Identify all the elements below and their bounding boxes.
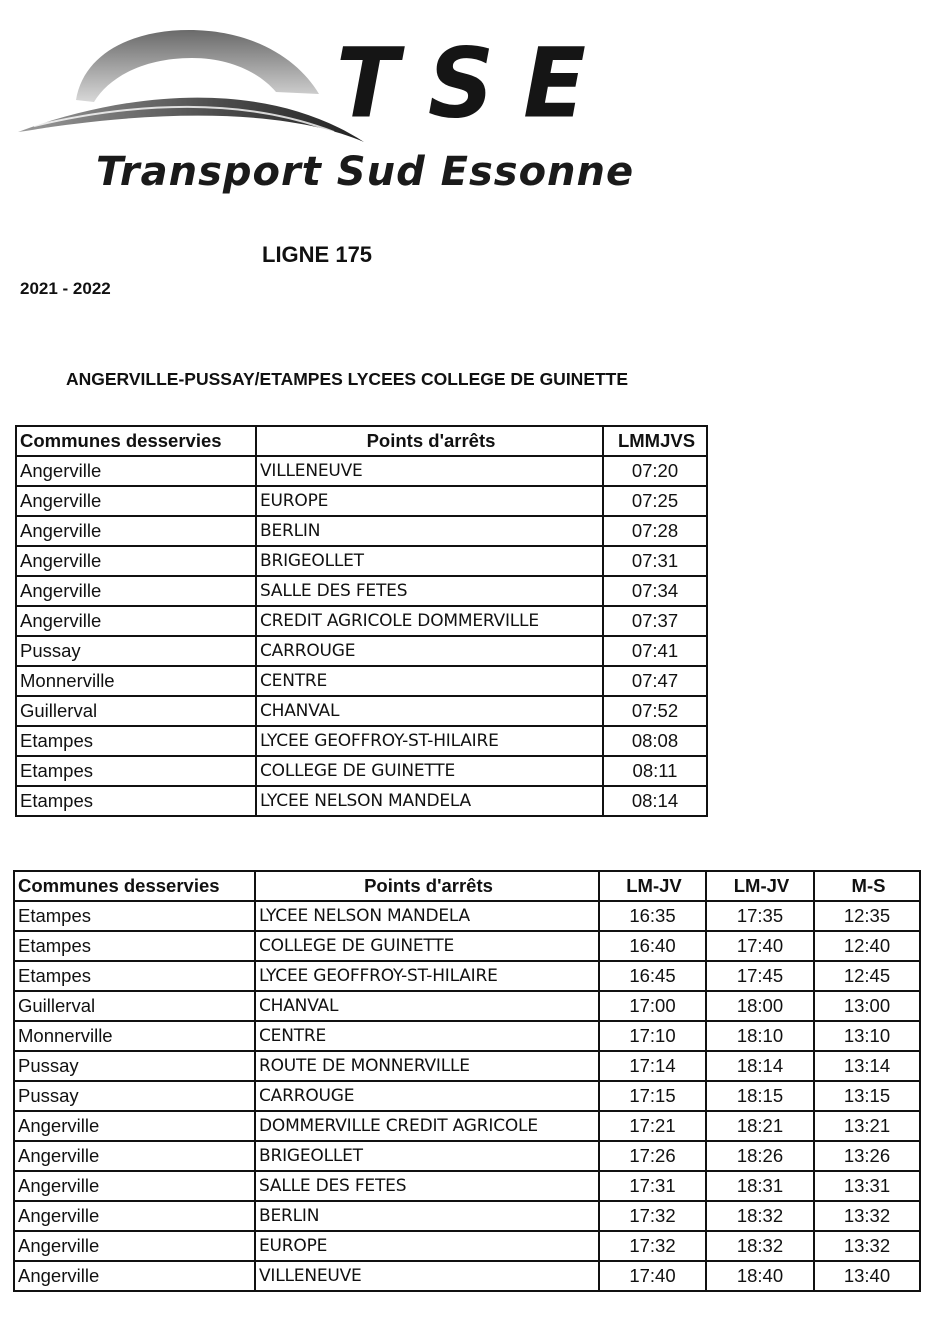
table-row [16,516,707,546]
time-cell: 07:25 [603,486,707,516]
stop-cell: DOMMERVILLE CREDIT AGRICOLE [255,1111,599,1141]
line-title: LIGNE 175 [262,242,373,267]
time-cell: 13:10 [814,1021,920,1051]
commune-cell: Pussay [14,1051,255,1081]
time-cell: 16:40 [599,931,706,961]
table-row [14,1261,920,1291]
stop-cell: LYCEE NELSON MANDELA [256,786,603,816]
table-row [14,1081,920,1111]
commune-cell: Angerville [16,516,256,546]
time-cell: 17:40 [599,1261,706,1291]
column-header: Communes desservies [14,871,255,901]
commune-cell: Monnerville [14,1021,255,1051]
stop-cell: ROUTE DE MONNERVILLE [255,1051,599,1081]
logo-letter-e: E [523,27,586,140]
table-row [16,756,707,786]
stop-cell: SALLE DES FETES [255,1171,599,1201]
stop-cell: CENTRE [256,666,603,696]
commune-cell: Guillerval [16,696,256,726]
stop-cell: EUROPE [256,486,603,516]
stop-cell: CHANVAL [255,991,599,1021]
commune-cell: Angerville [16,606,256,636]
table-row [14,1171,920,1201]
commune-cell: Angerville [16,546,256,576]
time-cell: 13:31 [814,1171,920,1201]
table-row [16,576,707,606]
time-cell: 17:14 [599,1051,706,1081]
commune-cell: Angerville [14,1261,255,1291]
table-row [14,991,920,1021]
stop-cell: CREDIT AGRICOLE DOMMERVILLE [256,606,603,636]
table-row [16,636,707,666]
time-cell: 13:32 [814,1201,920,1231]
time-cell: 18:10 [706,1021,814,1051]
time-cell: 18:26 [706,1141,814,1171]
stop-cell: CARROUGE [255,1081,599,1111]
time-cell: 13:26 [814,1141,920,1171]
table-row [14,1231,920,1261]
time-cell: 17:00 [599,991,706,1021]
column-header: Communes desservies [16,426,256,456]
tse-logo [14,22,635,197]
school-year: 2021 - 2022 [20,279,111,298]
time-cell: 08:08 [603,726,707,756]
commune-cell: Angerville [14,1141,255,1171]
table-row [16,456,707,486]
table-row [16,486,707,516]
logo-letter-s: S [427,27,495,140]
time-cell: 07:31 [603,546,707,576]
commune-cell: Etampes [16,756,256,786]
time-cell: 17:45 [706,961,814,991]
time-cell: 16:45 [599,961,706,991]
table-row [14,931,920,961]
time-cell: 08:14 [603,786,707,816]
stop-cell: LYCEE GEOFFROY-ST-HILAIRE [255,961,599,991]
stop-cell: CARROUGE [256,636,603,666]
time-cell: 08:11 [603,756,707,786]
stop-cell: BRIGEOLLET [256,546,603,576]
table-row [16,546,707,576]
column-header: Points d'arrêts [256,426,603,456]
stop-cell: VILLENEUVE [256,456,603,486]
stop-cell: COLLEGE DE GUINETTE [255,931,599,961]
table-row [16,696,707,726]
time-cell: 18:14 [706,1051,814,1081]
time-cell: 17:32 [599,1201,706,1231]
return-timetable [13,870,921,1292]
morning-header [16,426,707,456]
time-cell: 18:32 [706,1201,814,1231]
morning-timetable [15,425,708,817]
time-cell: 18:40 [706,1261,814,1291]
time-cell: 13:00 [814,991,920,1021]
commune-cell: Guillerval [14,991,255,1021]
column-header: LMMJVS [603,426,707,456]
stop-cell: COLLEGE DE GUINETTE [256,756,603,786]
logo-company-name: Transport Sud Essonne [96,149,635,195]
time-cell: 07:37 [603,606,707,636]
header-row [14,871,920,901]
table-row [16,786,707,816]
table-row [14,1051,920,1081]
time-cell: 12:40 [814,931,920,961]
commune-cell: Angerville [16,456,256,486]
stop-cell: CENTRE [255,1021,599,1051]
morning-body [16,456,707,816]
stop-cell: LYCEE NELSON MANDELA [255,901,599,931]
stop-cell: CHANVAL [256,696,603,726]
table-row [14,901,920,931]
commune-cell: Monnerville [16,666,256,696]
table-row [14,1141,920,1171]
time-cell: 13:21 [814,1111,920,1141]
time-cell: 17:35 [706,901,814,931]
time-cell: 17:15 [599,1081,706,1111]
table-row [16,606,707,636]
logo-letter-t: T [336,27,399,140]
time-cell: 13:15 [814,1081,920,1111]
time-cell: 07:41 [603,636,707,666]
commune-cell: Angerville [14,1171,255,1201]
return-body [14,901,920,1291]
table-row [14,961,920,991]
table-row [16,666,707,696]
time-cell: 07:28 [603,516,707,546]
time-cell: 18:31 [706,1171,814,1201]
commune-cell: Angerville [14,1111,255,1141]
stop-cell: EUROPE [255,1231,599,1261]
commune-cell: Angerville [16,576,256,606]
time-cell: 07:20 [603,456,707,486]
commune-cell: Etampes [14,931,255,961]
commune-cell: Angerville [14,1231,255,1261]
time-cell: 17:10 [599,1021,706,1051]
header-row [16,426,707,456]
commune-cell: Etampes [14,901,255,931]
time-cell: 18:00 [706,991,814,1021]
time-cell: 12:35 [814,901,920,931]
time-cell: 17:26 [599,1141,706,1171]
commune-cell: Pussay [16,636,256,666]
commune-cell: Etampes [16,726,256,756]
column-header: LM-JV [706,871,814,901]
commune-cell: Angerville [14,1201,255,1231]
stop-cell: LYCEE GEOFFROY-ST-HILAIRE [256,726,603,756]
time-cell: 17:21 [599,1111,706,1141]
time-cell: 17:31 [599,1171,706,1201]
return-header [14,871,920,901]
stop-cell: BERLIN [255,1201,599,1231]
time-cell: 16:35 [599,901,706,931]
column-header: Points d'arrêts [255,871,599,901]
logo-letters [336,27,586,140]
time-cell: 07:52 [603,696,707,726]
stop-cell: BRIGEOLLET [255,1141,599,1171]
time-cell: 07:34 [603,576,707,606]
stop-cell: VILLENEUVE [255,1261,599,1291]
commune-cell: Etampes [14,961,255,991]
time-cell: 17:40 [706,931,814,961]
time-cell: 13:32 [814,1231,920,1261]
stop-cell: BERLIN [256,516,603,546]
column-header: M-S [814,871,920,901]
column-header: LM-JV [599,871,706,901]
commune-cell: Pussay [14,1081,255,1111]
table-row [14,1111,920,1141]
table-row [14,1201,920,1231]
stop-cell: SALLE DES FETES [256,576,603,606]
commune-cell: Angerville [16,486,256,516]
time-cell: 18:21 [706,1111,814,1141]
table-row [16,726,707,756]
route-title: ANGERVILLE-PUSSAY/ETAMPES LYCEES COLLEGE DE GUINETTE [66,369,629,389]
commune-cell: Etampes [16,786,256,816]
time-cell: 17:32 [599,1231,706,1261]
time-cell: 13:40 [814,1261,920,1291]
time-cell: 18:32 [706,1231,814,1261]
time-cell: 13:14 [814,1051,920,1081]
time-cell: 07:47 [603,666,707,696]
table-row [14,1021,920,1051]
time-cell: 18:15 [706,1081,814,1111]
time-cell: 12:45 [814,961,920,991]
